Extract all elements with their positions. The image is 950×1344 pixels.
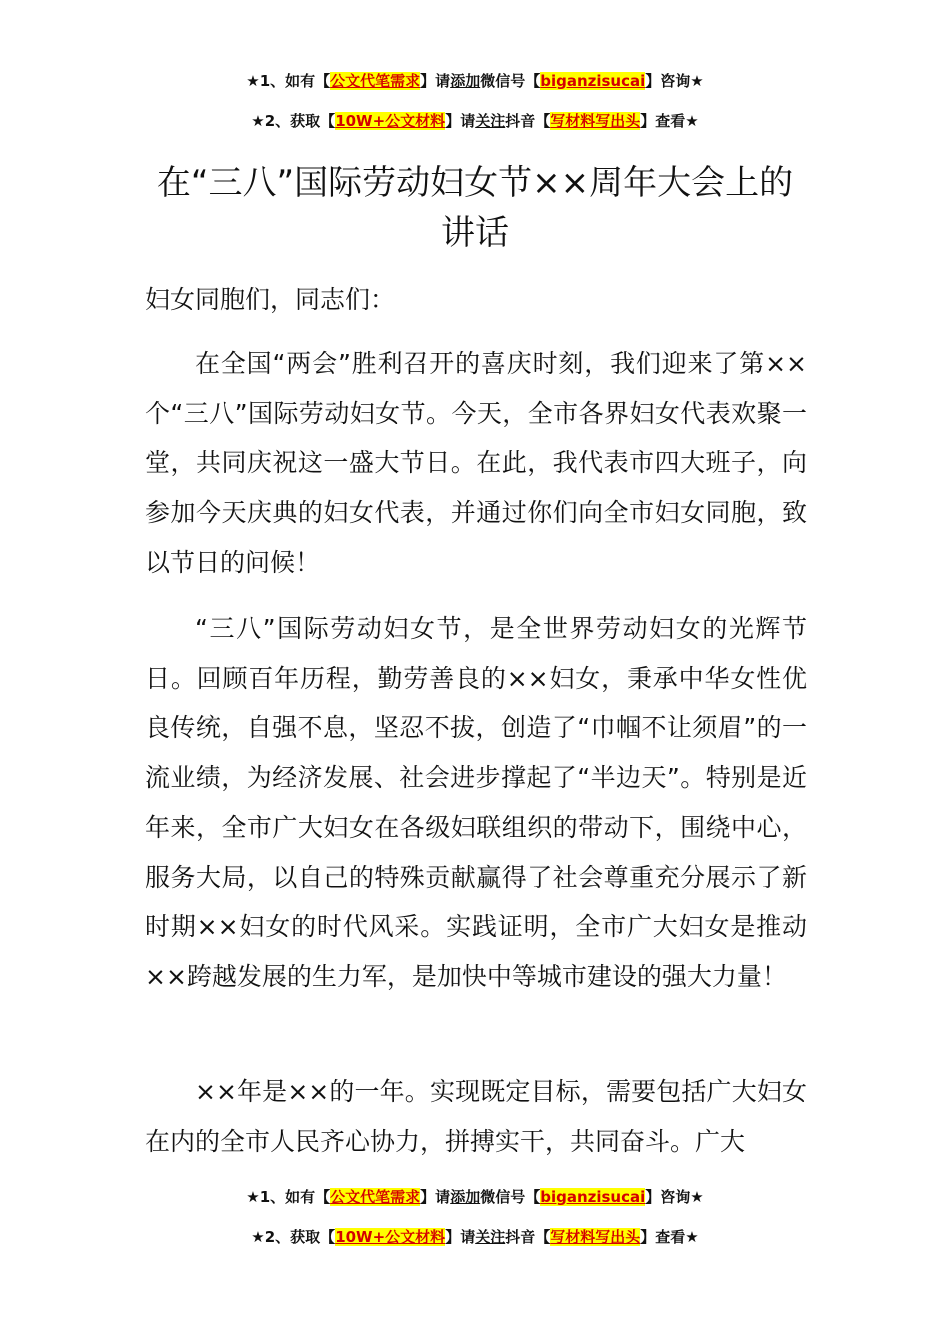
promo-text: 微信号【 bbox=[480, 1188, 541, 1206]
promo-text: 】查看★ bbox=[640, 1228, 699, 1246]
promo-highlight: 公文代笔需求 bbox=[330, 72, 421, 90]
promo-highlight: 公文代笔需求 bbox=[330, 1188, 421, 1206]
promo-underlined-text: 添加 bbox=[450, 72, 481, 90]
douyin-account-highlight: 写材料写出头 bbox=[550, 112, 641, 130]
promo-text: ★2、获取【 bbox=[251, 112, 336, 130]
promo-text: 】请 bbox=[420, 72, 451, 90]
promo-underlined-text: 关注 bbox=[475, 1228, 506, 1246]
salutation: 妇女同胞们，同志们： bbox=[145, 285, 396, 314]
promo-text: 】咨询★ bbox=[645, 72, 704, 90]
promo-text: 微信号【 bbox=[480, 72, 541, 90]
douyin-account-highlight: 写材料写出头 bbox=[550, 1228, 641, 1246]
promo-text: 】请 bbox=[445, 112, 476, 130]
body-paragraph: 在全国“两会”胜利召开的喜庆时刻，我们迎来了第××个“三八”国际劳动妇女节。今天，全市各界妇女代表欢聚一堂，共同庆祝这一盛大节日。在此，我代表市四大班子，向参加今天庆典的妇女代表，并通过你们向全市妇女同胞，致以节日的问候！ bbox=[145, 349, 807, 577]
promo-highlight: 10W+公文材料 bbox=[335, 1228, 446, 1246]
promo-underlined-text: 添加 bbox=[450, 1188, 481, 1206]
promo-text: 抖音【 bbox=[505, 1228, 551, 1246]
body-paragraph: ××年是××的一年。实现既定目标，需要包括广大妇女在内的全市人民齐心协力，拼搏实干，共同奋斗。广大 bbox=[145, 1077, 807, 1156]
header-promo-line-2 bbox=[0, 110, 950, 132]
wechat-id-highlight: biganzisucai bbox=[540, 72, 646, 90]
body-paragraph: “三八”国际劳动妇女节，是全世界劳动妇女的光辉节日。回顾百年历程，勤劳善良的××妇女，秉承中华女性优良传统，自强不息，坚忍不拔，创造了“巾帼不让须眉”的一流业绩，为经济发展、社会进步撑起了“半边天”。特别是近年来，全市广大妇女在各级妇联组织的带动下，围绕中心，服务大局，以自己的特殊贡献赢得了社会尊重充分展示了新时期××妇女的时代风采。实践证明，全市广大妇女是推动××跨越发展的生力军，是加快中等城市建设的强大力量！ bbox=[145, 614, 807, 991]
document-title: 在“三八”国际劳动妇女节××周年大会上的讲话 bbox=[156, 163, 794, 253]
promo-underlined-text: 关注 bbox=[475, 112, 506, 130]
promo-text: 】请 bbox=[420, 1188, 451, 1206]
promo-text: ★1、如有【 bbox=[246, 72, 331, 90]
promo-text: 】请 bbox=[445, 1228, 476, 1246]
promo-highlight: 10W+公文材料 bbox=[335, 112, 446, 130]
wechat-id-highlight: biganzisucai bbox=[540, 1188, 646, 1206]
promo-text: ★2、获取【 bbox=[251, 1228, 336, 1246]
header-promo-line-1 bbox=[0, 70, 950, 92]
footer-promo-line-1 bbox=[0, 1186, 950, 1208]
promo-text: 】查看★ bbox=[640, 112, 699, 130]
footer-promo-line-2 bbox=[0, 1226, 950, 1248]
promo-text: 】咨询★ bbox=[645, 1188, 704, 1206]
promo-text: 抖音【 bbox=[505, 112, 551, 130]
promo-text: ★1、如有【 bbox=[246, 1188, 331, 1206]
